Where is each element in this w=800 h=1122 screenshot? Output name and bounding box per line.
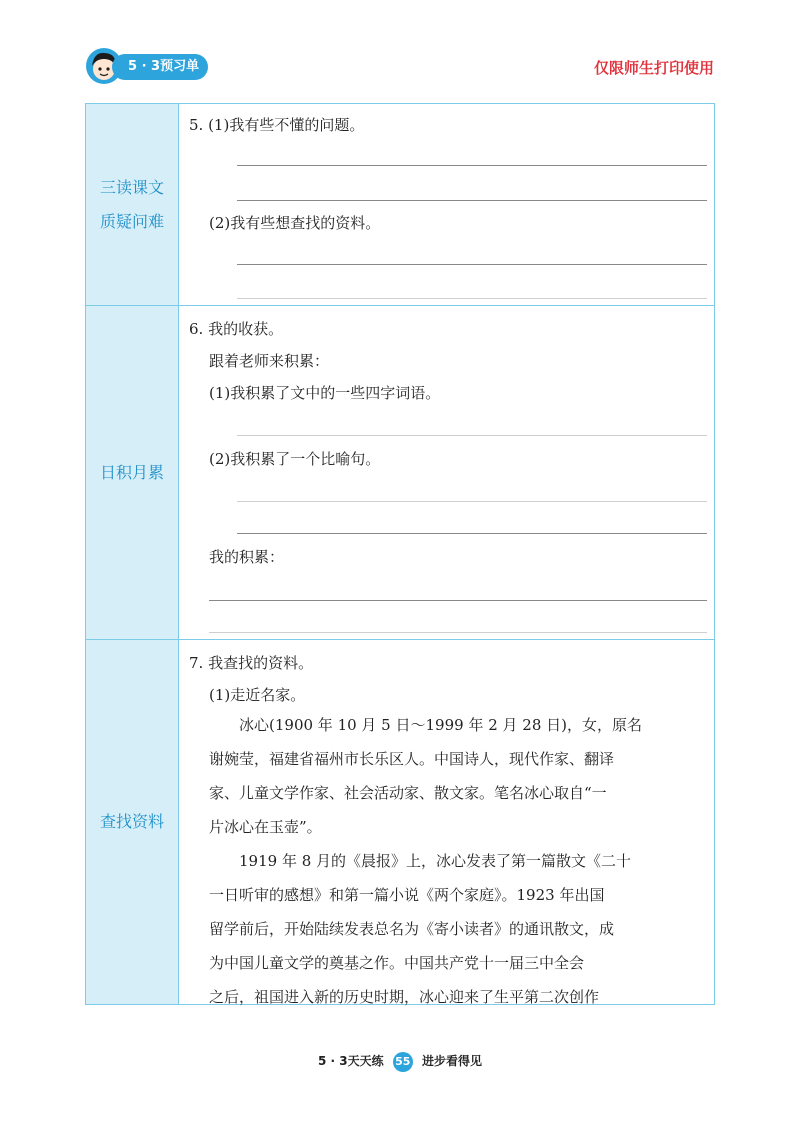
label-line: 日积月累	[99, 462, 164, 482]
print-notice: 仅限师生打印使用	[593, 59, 714, 77]
label-line: 查找资料	[99, 812, 164, 831]
text-line: 留学前后，开始陆续发表总名为《寄小读者》的通讯散文，成	[209, 920, 615, 938]
section-accumulate	[86, 306, 714, 640]
answer-line[interactable]	[237, 298, 707, 299]
page-header	[0, 0, 800, 100]
item-1: (1)走近名家。	[209, 686, 306, 704]
section-content	[179, 640, 714, 1004]
text-line: 家、儿童文学作家、社会活动家、散文家。笔名冰心取自“一	[209, 784, 607, 802]
answer-line[interactable]	[237, 200, 707, 201]
answer-line[interactable]	[209, 632, 707, 633]
section-research	[86, 640, 714, 1004]
section-label	[86, 640, 179, 1004]
section-content	[179, 306, 714, 639]
text-line: 1919 年 8 月的《晨报》上，冰心发表了第一篇散文《二十	[209, 852, 632, 870]
question-5-2: (2)我有些想查找的资料。	[209, 214, 381, 232]
section-content	[179, 104, 714, 305]
worksheet-table	[85, 103, 715, 1005]
question-7: 7. 我查找的资料。	[189, 654, 314, 672]
answer-line[interactable]	[237, 165, 707, 166]
my-accumulation: 我的积累：	[209, 548, 285, 566]
bio-paragraph-1	[209, 708, 709, 844]
section-questions	[86, 104, 714, 306]
section-label	[86, 306, 179, 639]
question-5: 5. (1)我有些不懂的问题。	[189, 116, 365, 134]
text-line: 谢婉莹，福建省福州市长乐区人。中国诗人，现代作家、翻译	[209, 750, 615, 768]
label-line: 三读课文	[99, 177, 164, 197]
answer-line[interactable]	[237, 501, 707, 502]
footer-slogan: 进步看得见	[421, 1054, 482, 1068]
badge: 5 · 3预习单	[112, 54, 208, 80]
page-number: 55	[393, 1052, 413, 1072]
text-line: 片冰心在玉壶”。	[209, 818, 322, 836]
item-1: (1)我积累了文中的一些四字词语。	[209, 384, 441, 402]
bio-paragraph-2	[209, 844, 709, 1014]
text-line: 一日听审的感想》和第一篇小说《两个家庭》。1923 年出国	[209, 886, 605, 904]
item-2: (2)我积累了一个比喻句。	[209, 450, 381, 468]
footer-brand: 5 · 3天天练	[317, 1054, 384, 1068]
answer-line[interactable]	[237, 435, 707, 436]
section-label	[86, 104, 179, 305]
text-line: 冰心(1900 年 10 月 5 日～1999 年 2 月 28 日)，女，原名	[209, 716, 642, 734]
guide-text: 跟着老师来积累：	[209, 352, 330, 370]
text-line: 为中国儿童文学的奠基之作。中国共产党十一届三中全会	[209, 954, 585, 972]
text-line: 之后，祖国进入新的历史时期，冰心迎来了生平第二次创作	[209, 988, 600, 1006]
question-6: 6. 我的收获。	[189, 320, 284, 338]
answer-line[interactable]	[237, 264, 707, 265]
answer-line[interactable]	[237, 533, 707, 534]
label-line: 质疑问难	[99, 211, 164, 231]
answer-line[interactable]	[209, 600, 707, 601]
page-footer	[0, 1052, 800, 1072]
